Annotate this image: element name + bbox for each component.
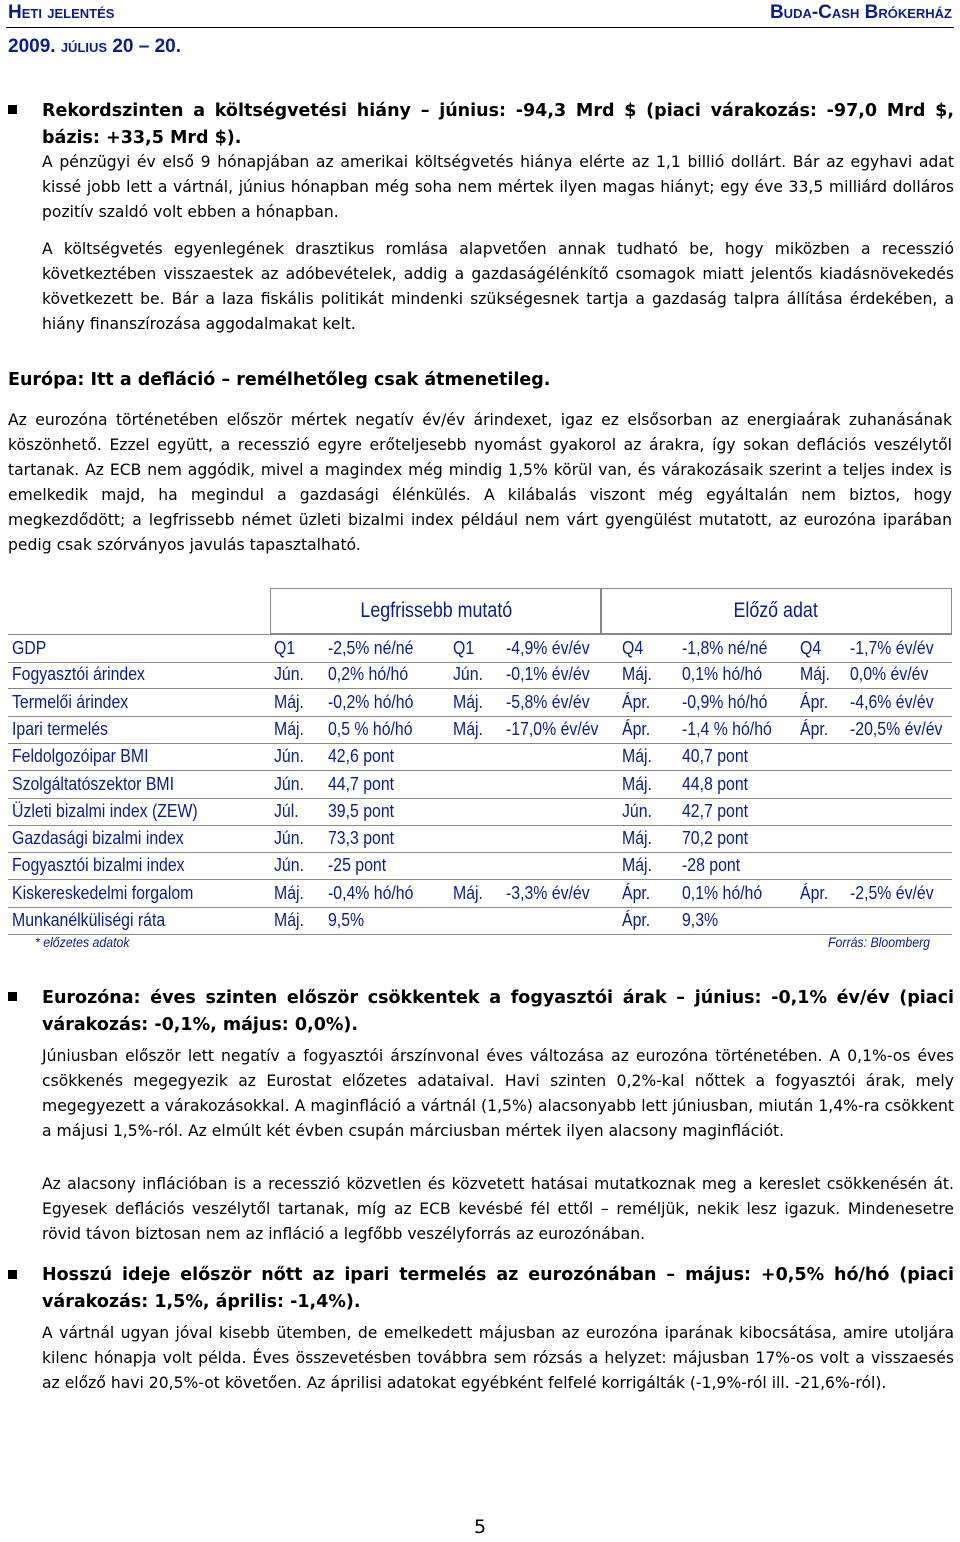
page-number: 5 xyxy=(473,1516,487,1538)
value-cell: -17,0% év/év xyxy=(506,718,599,739)
value-cell: 39,5 pont xyxy=(328,800,395,821)
value-cell: 0,0% év/év xyxy=(850,664,929,685)
period-cell: Ápr. xyxy=(622,718,651,739)
bullet-square-icon xyxy=(8,1270,17,1279)
industry-paragraph: A vártnál ugyan jóval kisebb ütemben, de emelkedett májusban az eurozóna iparának kibocsátása, amire utoljára kilenc hónapja volt példa. Éves összevetésben továbbra sem rózsás a helyzet: májusban 17%-os volt a visszaesés az előző havi 20,5%-ot követően. Az áprilisi adatokat egyébként felfelé korrigálták (-1,9%-ról ill. -21,6%-ról). xyxy=(42,1324,954,1392)
table-source: Forrás: Bloomberg xyxy=(828,934,931,950)
bullet-square-icon xyxy=(8,992,17,1001)
period-cell: Júl. xyxy=(274,800,299,821)
bullet-square-icon xyxy=(8,105,17,114)
period-cell: Máj. xyxy=(622,773,652,794)
value-cell: -25 pont xyxy=(328,855,387,876)
value-cell: -1,7% év/év xyxy=(850,638,934,658)
period-cell: Q1 xyxy=(274,638,296,658)
indicator-name: Üzleti bizalmi index (ZEW) xyxy=(12,800,198,821)
value-cell: 70,2 pont xyxy=(682,828,749,849)
period-cell: Máj. xyxy=(274,882,304,903)
indicator-name: Termelői árindex xyxy=(12,691,129,712)
table-row xyxy=(8,880,952,908)
value-cell: -28 pont xyxy=(682,855,741,876)
report-title: Heti jelentés xyxy=(8,2,115,23)
period-cell: Máj. xyxy=(622,828,652,849)
period-cell: Jún. xyxy=(274,746,304,767)
value-cell: 0,5 % hó/hó xyxy=(328,718,413,739)
value-cell: 9,5% xyxy=(328,910,365,930)
table-head-latest: Legfrissebb mutató xyxy=(270,588,602,634)
period-cell: Q4 xyxy=(622,638,644,658)
value-cell: 9,3% xyxy=(682,910,719,930)
value-cell: -0,2% hó/hó xyxy=(328,691,414,712)
usa-budget-paragraph-1: A pénzügyi év első 9 hónapjában az amerikai költségvetés hiánya elérte az 1,1 billió dollárt. Bár az egyhavi adat kissé jobb lett a vártnál, június hónapban még soha nem mértek ilyen magas hiányt; egy éve 33,5 milliárd dolláros pozitív szaldó volt ebben a hónapban. xyxy=(42,153,954,221)
table-row xyxy=(8,716,952,744)
period-cell: Máj. xyxy=(622,855,652,876)
indicator-name: Feldolgozóipar BMI xyxy=(12,746,149,767)
table-row xyxy=(8,743,952,771)
table-row xyxy=(8,852,952,880)
value-cell: 44,8 pont xyxy=(682,773,749,794)
value-cell: 0,1% hó/hó xyxy=(682,882,763,903)
period-cell: Ápr. xyxy=(800,882,829,903)
value-cell: 44,7 pont xyxy=(328,773,395,794)
period-cell: Ápr. xyxy=(622,910,651,930)
period-cell: Máj. xyxy=(453,718,483,739)
value-cell: -0,9% hó/hó xyxy=(682,691,768,712)
period-cell: Jún. xyxy=(274,664,304,685)
value-cell: -1,8% né/né xyxy=(682,638,768,658)
table-head-previous: Előző adat xyxy=(600,588,952,634)
value-cell: -4,9% év/év xyxy=(506,638,590,658)
period-cell: Máj. xyxy=(622,664,652,685)
period-cell: Máj. xyxy=(274,691,304,712)
indicator-name: Fogyasztói árindex xyxy=(12,664,145,685)
table-row xyxy=(8,771,952,799)
value-cell: 73,3 pont xyxy=(328,828,395,849)
value-cell: -5,8% év/év xyxy=(506,691,590,712)
period-cell: Máj. xyxy=(453,691,483,712)
period-cell: Jún. xyxy=(274,773,304,794)
value-cell: -2,5% né/né xyxy=(328,638,414,658)
cpi-paragraph-1: Júniusban először lett negatív a fogyasztói árszínvonal éves változása az eurozóna történetében. A 0,1%-os éves csökkenés megegyezik az Eurostat előzetes adataival. Havi szinten 0,2%-kal nőttek a fogyasztói árak, mely megegyezett a várakozásokkal. A maginfláció a vártnál (1,5%) alacsonyabb lett júniusban, miután 1,4%-ra csökkent a májusi 1,5%-ról. Az elmúlt két évben csupán márciusban mértek ilyen alacsony maginflációt. xyxy=(42,1047,954,1140)
table-row xyxy=(8,798,952,826)
indicator-name: Munkanélküliségi ráta xyxy=(12,910,166,930)
indicator-name: GDP xyxy=(12,638,47,658)
europe-section-heading: Európa: Itt a defláció – remélhetőleg csak átmenetileg. xyxy=(8,370,551,390)
table-row xyxy=(8,689,952,717)
europe-paragraph: Az eurozóna történetében először mértek negatív év/év árindexet, igaz ez elsősorban az energiaárak zuhanásának köszönhető. Ezzel együtt, a recesszió egyre erőteljesebb nyomást gyakorol az árakra, így sokan deflációs veszélytől tartanak. Az ECB nem aggódik, mivel a magindex még mindig 1,5% körül van, és várakozásaik szerint a teljes index is emelkedik majd, ha megindul a gazdasági élénkülés. A kilábalás viszont még egyáltalán nem biztos, hogy megkezdődött; a legfrissebb német üzleti bizalmi index például nem várt gyengülést mutatott, az eurozóna iparában pedig csak szórványos javulás tapasztalható. xyxy=(8,411,952,554)
table-row xyxy=(8,907,952,935)
value-cell: 42,6 pont xyxy=(328,746,395,767)
period-cell: Ápr. xyxy=(800,691,829,712)
table-footnote: * előzetes adatok xyxy=(35,934,130,950)
value-cell: -0,1% év/év xyxy=(506,664,590,685)
period-cell: Jún. xyxy=(274,855,304,876)
indicator-name: Kiskereskedelmi forgalom xyxy=(12,882,194,903)
period-cell: Q4 xyxy=(800,638,822,658)
period-cell: Ápr. xyxy=(800,718,829,739)
period-cell: Máj. xyxy=(800,664,830,685)
value-cell: 42,7 pont xyxy=(682,800,749,821)
period-cell: Jún. xyxy=(453,664,483,685)
table-row xyxy=(8,825,952,853)
report-header xyxy=(8,2,181,58)
value-cell: 0,1% hó/hó xyxy=(682,664,763,685)
period-cell: Máj. xyxy=(453,882,483,903)
usa-budget-headline: Rekordszinten a költségvetési hiány – június: -94,3 Mrd $ (piaci várakozás: -97,0 Mrd $, bázis: +33,5 Mrd $). xyxy=(42,101,954,148)
period-cell: Máj. xyxy=(622,746,652,767)
usa-budget-paragraph-2: A költségvetés egyenlegének drasztikus romlása alapvetően annak tudható be, hogy miközben a recesszió következtében visszaestek az adóbevételek, addig a gazdaságélénkítő csomagok miatt jelentős kiadásnövekedés következett be. Bár a laza fiskális politikát mindenki szükségesnek tartja a gazdaság talpra állítása érdekében, a hiány finanszírozása aggodalmakat kelt. xyxy=(42,240,954,333)
table-row xyxy=(8,634,952,663)
indicator-name: Fogyasztói bizalmi index xyxy=(12,855,185,876)
period-cell: Q1 xyxy=(453,638,475,658)
period-cell: Máj. xyxy=(274,718,304,739)
period-cell: Ápr. xyxy=(622,691,651,712)
value-cell: -4,6% év/év xyxy=(850,691,934,712)
value-cell: -3,3% év/év xyxy=(506,882,590,903)
value-cell: 40,7 pont xyxy=(682,746,749,767)
indicator-name: Gazdasági bizalmi index xyxy=(12,828,184,849)
period-cell: Jún. xyxy=(274,828,304,849)
value-cell: -1,4 % hó/hó xyxy=(682,718,772,739)
period-cell: Jún. xyxy=(622,800,652,821)
cpi-headline: Eurozóna: éves szinten először csökkentek a fogyasztói árak – június: -0,1% év/év (piaci várakozás: -0,1%, május: 0,0%). xyxy=(42,988,954,1035)
report-date: 2009. július 20 – 20. xyxy=(8,36,182,57)
industry-headline: Hosszú ideje először nőtt az ipari termelés az eurozónában – május: +0,5% hó/hó (piaci várakozás: 1,5%, április: -1,4%). xyxy=(42,1265,954,1312)
brand-name: Buda-Cash Brókerház xyxy=(769,2,952,23)
value-cell: 0,2% hó/hó xyxy=(328,664,409,685)
table-row xyxy=(8,661,952,689)
indicator-name: Szolgáltatószektor BMI xyxy=(12,773,174,794)
period-cell: Ápr. xyxy=(622,882,651,903)
value-cell: -20,5% év/év xyxy=(850,718,943,739)
cpi-paragraph-2: Az alacsony inflációban is a recesszió közvetlen és közvetett hatásai mutatkoznak meg a kereslet csökkenésén át. Egyesek deflációs veszélytől tartanak, míg az ECB kevésbé fél ettől – reméljük, nekik lesz igazuk. Mindenesetre rövid távon biztosan nem az infláció a legfőbb veszélyforrás az eurozónában. xyxy=(42,1175,954,1243)
value-cell: -2,5% év/év xyxy=(850,882,934,903)
value-cell: -0,4% hó/hó xyxy=(328,882,414,903)
period-cell: Máj. xyxy=(274,910,304,930)
header-divider xyxy=(6,27,954,28)
indicator-name: Ipari termelés xyxy=(12,718,108,739)
